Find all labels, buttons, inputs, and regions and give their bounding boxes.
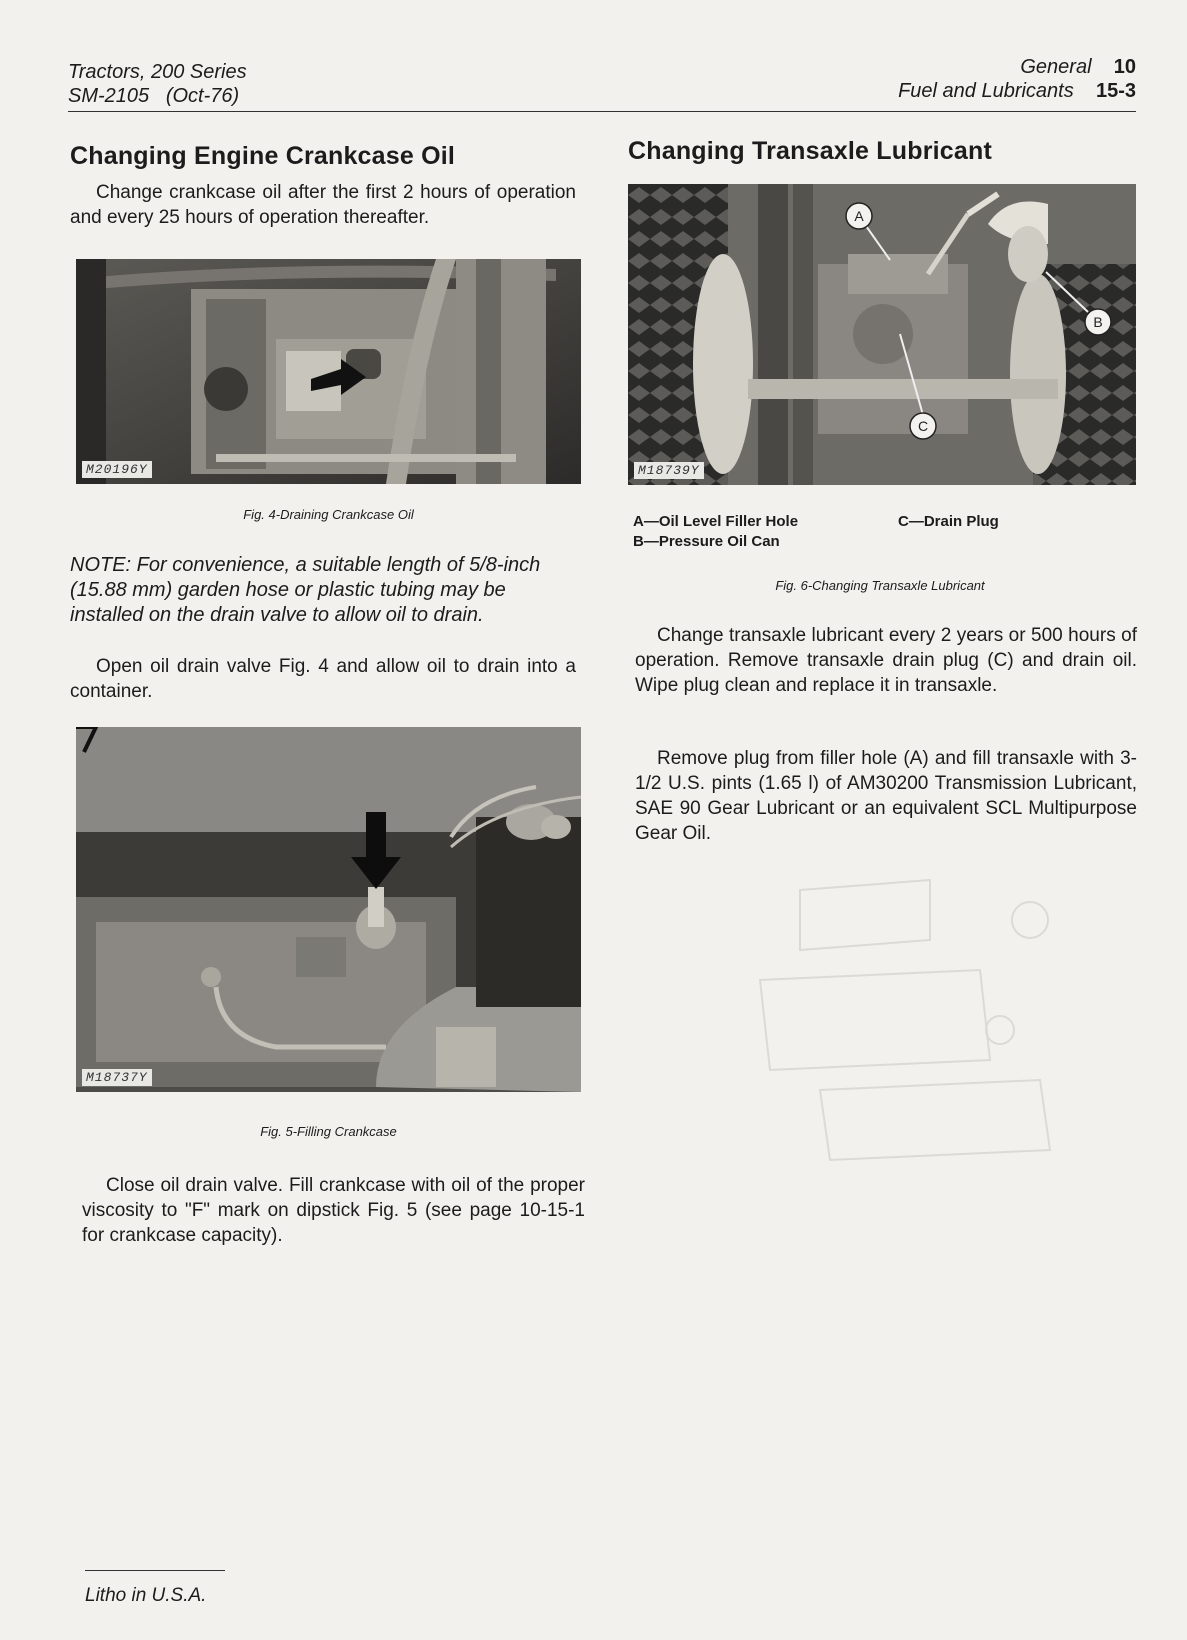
header-page-num: 15-3 [1095,80,1136,102]
left-section-title: Changing Engine Crankcase Oil [70,142,456,170]
fig6-legend [633,512,798,552]
fig6-caption: Fig. 6-Changing Transaxle Lubricant [775,578,985,593]
header-right [898,55,1136,103]
crankcase-note: NOTE: For convenience, a suitable length of 5/8-inch (15.88 mm) garden hose or plastic tubing may be installed on the drain valve to allow oil to drain. [70,554,541,626]
footer-litho: Litho in U.S.A. [85,1585,207,1606]
callout-b: B [1093,314,1103,330]
fig6-code-label: M18739Y [634,462,704,479]
right-section-title: Changing Transaxle Lubricant [628,137,992,165]
legend-b: B—Pressure Oil Can [633,533,780,550]
header-left [68,60,247,108]
header-rule [68,111,1136,112]
callout-a: A [854,208,864,224]
legend-c: C—Drain Plug [898,513,999,530]
callout-c: C [917,418,929,434]
header-manual-title: Tractors, 200 Series [68,61,247,83]
fig4-photo [76,259,581,484]
fig5-photo [76,727,581,1092]
fig4-caption: Fig. 4-Draining Crankcase Oil [243,507,414,522]
right-para-fill-transaxle: Remove plug from filler hole (A) and fill transaxle with 3-1/2 U.S. pints (1.65 l) of AM30200 Transmission Lubricant, SAE 90 Gear Lubricant or an equivalent SCL Multipurpose Gear Oil. [635,748,1137,844]
left-intro-text: Change crankcase oil after the first 2 hours of operation and every 25 hours of operation thereafter. [70,182,576,228]
fig6-photo [628,184,1136,485]
left-para-open-drain: Open oil drain valve Fig. 4 and allow oil to drain into a container. [70,656,576,702]
fig4-code-label: M20196Y [82,461,152,478]
header-manual-code: SM-2105 (Oct-76) [68,85,240,107]
fig5-code-label: M18737Y [82,1069,152,1086]
right-para-change-lubricant: Change transaxle lubricant every 2 years or 500 hours of operation. Remove transaxle drain plug (C) and drain oil. Wipe plug clean and replace it in transaxle. [635,625,1137,696]
header-section-num: 10 [1113,56,1136,78]
header-subsection: Fuel and Lubricants [898,80,1074,102]
left-para-fill-crankcase: Close oil drain valve. Fill crankcase with oil of the proper viscosity to "F" mark on dipstick Fig. 5 (see page 10-15-1 for crankcase capacity). [82,1175,585,1246]
footer-rule [85,1570,225,1571]
bleed-through-texture [680,860,1120,1180]
fig5-caption: Fig. 5-Filling Crankcase [260,1124,397,1139]
legend-a: A—Oil Level Filler Hole [633,513,799,530]
header-section: General [1020,56,1092,78]
